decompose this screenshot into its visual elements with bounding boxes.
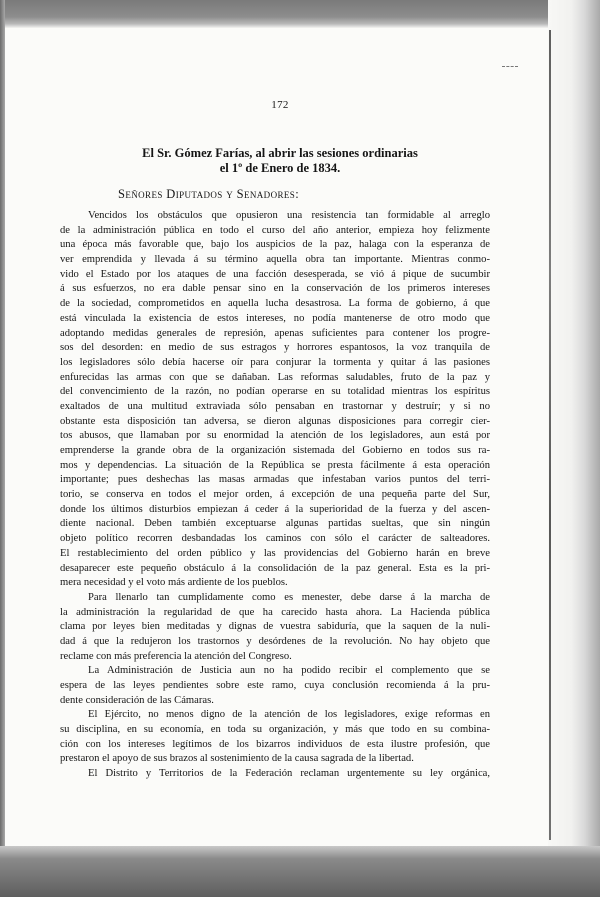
text-line: del convencimiento de la razón, no podían operarse en su totalidad mientras los espíritus <box>60 386 490 398</box>
title-line-1: El Sr. Gómez Farías, al abrir las sesiones ordinarias <box>142 146 418 160</box>
scan-left-edge <box>0 0 5 897</box>
text-line: donde los últimos disturbios empiezan á ceder á la superioridad de la fuerza y del ascen- <box>60 503 490 515</box>
text-line: dad á que la redujeron los trastornos y desórdenes de la revolución. No hay objeto que <box>60 635 490 647</box>
text-line: adoptando medidas generales de represión, apenas suficientes para contener los progre- <box>60 327 490 339</box>
text-line: dente consideración de las Cámaras. <box>60 694 214 706</box>
text-line: ver emprendida y llevada á su término aquella obra tan importante. Mientras conmo- <box>60 254 490 266</box>
text-line: vido el Estado por los ataques de una facción desesperada, se vió á pique de sucumbir <box>60 268 490 280</box>
text-line: una época más favorable que, bajo los auspicios de la paz, halaga con la esperanza de <box>60 239 490 251</box>
text-line: reclame con más preferencia la atención del Congreso. <box>60 650 292 662</box>
salutation: Señores Diputados y Senadores: <box>118 187 300 201</box>
text-line: prestaron el apoyo de sus brazos al sostenimiento de la causa sagrada de la libertad. <box>60 753 414 765</box>
text-line: sos del desorden: en medio de sus estragos y horrores espantosos, la voz tranquila de <box>60 342 490 354</box>
text-line: El Ejército, no menos digno de la atención de los legisladores, exige reformas en <box>88 709 490 721</box>
text-line: diente nacional. Deben también exceptuarse algunas partidas sueltas, que sin ningún <box>60 518 490 530</box>
scan-right-edge <box>548 0 600 897</box>
text-line: El restablecimiento del orden público y las providencias del Gobierno harán en breve <box>60 547 490 559</box>
text-line: exaltados de una multitud extraviada sólo pensaban en trastornar y destruír; y si no <box>60 400 490 412</box>
text-line: de la administración pública en todo el curso del año anterior, empieza hoy felizmente <box>60 224 490 236</box>
text-line: á sus esfuerzos, no era dable pensar sino en la conservación de los primeros intereses <box>60 283 490 295</box>
text-line: mos y dependencias. La situación de la República se presta fácilmente á esta operación <box>60 459 490 471</box>
text-line: importante; pues deshechas las masas armadas que infestaban varios puntos del terri- <box>60 474 490 486</box>
text-line: tos abusos, que llamaban por su enormidad la atención de los legisladores, aun está por <box>60 430 490 442</box>
binding-shadow-line <box>549 30 551 840</box>
text-line: obstante esta disposición tan adversa, se dieron algunas disposiciones para corregir cier- <box>60 415 490 427</box>
text-line: emprenderse la grande obra de la organización sistemada del Gobierno en todos sus ra- <box>60 445 490 456</box>
document-title <box>90 146 470 176</box>
text-line: objeto político recorren desbandadas los caminos con sólo el carácter de salteadores. <box>60 533 490 545</box>
scan-bottom-shadow <box>0 846 600 897</box>
text-line: su disciplina, en su economía, en toda su organización, y más que todo en su combina- <box>60 724 490 736</box>
text-line: la administración la regularidad de que ha carecido hasta ahora. La Hacienda pública <box>60 606 490 618</box>
text-line: mera necesidad y el voto más ardiente de los pueblos. <box>60 577 288 589</box>
text-line: La Administración de Justicia aun no ha podido recibir el complemento que se <box>88 665 490 677</box>
text-line: Vencidos los obstáculos que opusieron una resistencia tan formidable al arreglo <box>88 210 490 221</box>
text-line: espera de las leyes pendientes sobre este ramo, cuya conclusión recomienda á la pru- <box>60 680 490 691</box>
text-line: clama por leyes bien meditadas y dignas de vuestra sabiduría, que la saquen de la nuli- <box>60 621 490 633</box>
title-line-2: el 1º de Enero de 1834. <box>219 161 341 175</box>
text-line: Para llenarlo tan cumplidamente como es menester, debe darse á la marcha de <box>88 591 490 603</box>
stray-mark <box>502 66 518 70</box>
page-number: 172 <box>271 99 289 111</box>
text-line: desaparecer este pequeño obstáculo á la consolidación de la paz general. Esta es la pri- <box>60 562 490 574</box>
text-line: de la sociedad, comprometidos en aquella lucha desastrosa. La forma de gobierno, á que <box>60 298 490 310</box>
text-line: está vinculada la existencia de estos intereses, no podía mantenerse de otro modo que <box>60 312 490 324</box>
scan-top-shadow <box>0 0 600 28</box>
text-line: ción con los intereses legítimos de los bizarros individuos de esta ilustre profesión, que <box>60 738 490 750</box>
text-line: El Distrito y Territorios de la Federación reclaman urgentemente su ley orgánica, <box>88 768 490 780</box>
text-line: enfurecidas las armas con que se dañaban. Las reformas saludables, fruto de la paz y <box>60 371 490 383</box>
body-text <box>60 209 490 782</box>
text-line: los legisladores sólo debía hacerse oír para conjurar la tormenta y quitar á las pasiones <box>60 356 490 368</box>
text-line: torio, se conserva en todos el mejor orden, á excepción de una pequeña parte del Sur, <box>60 489 490 501</box>
